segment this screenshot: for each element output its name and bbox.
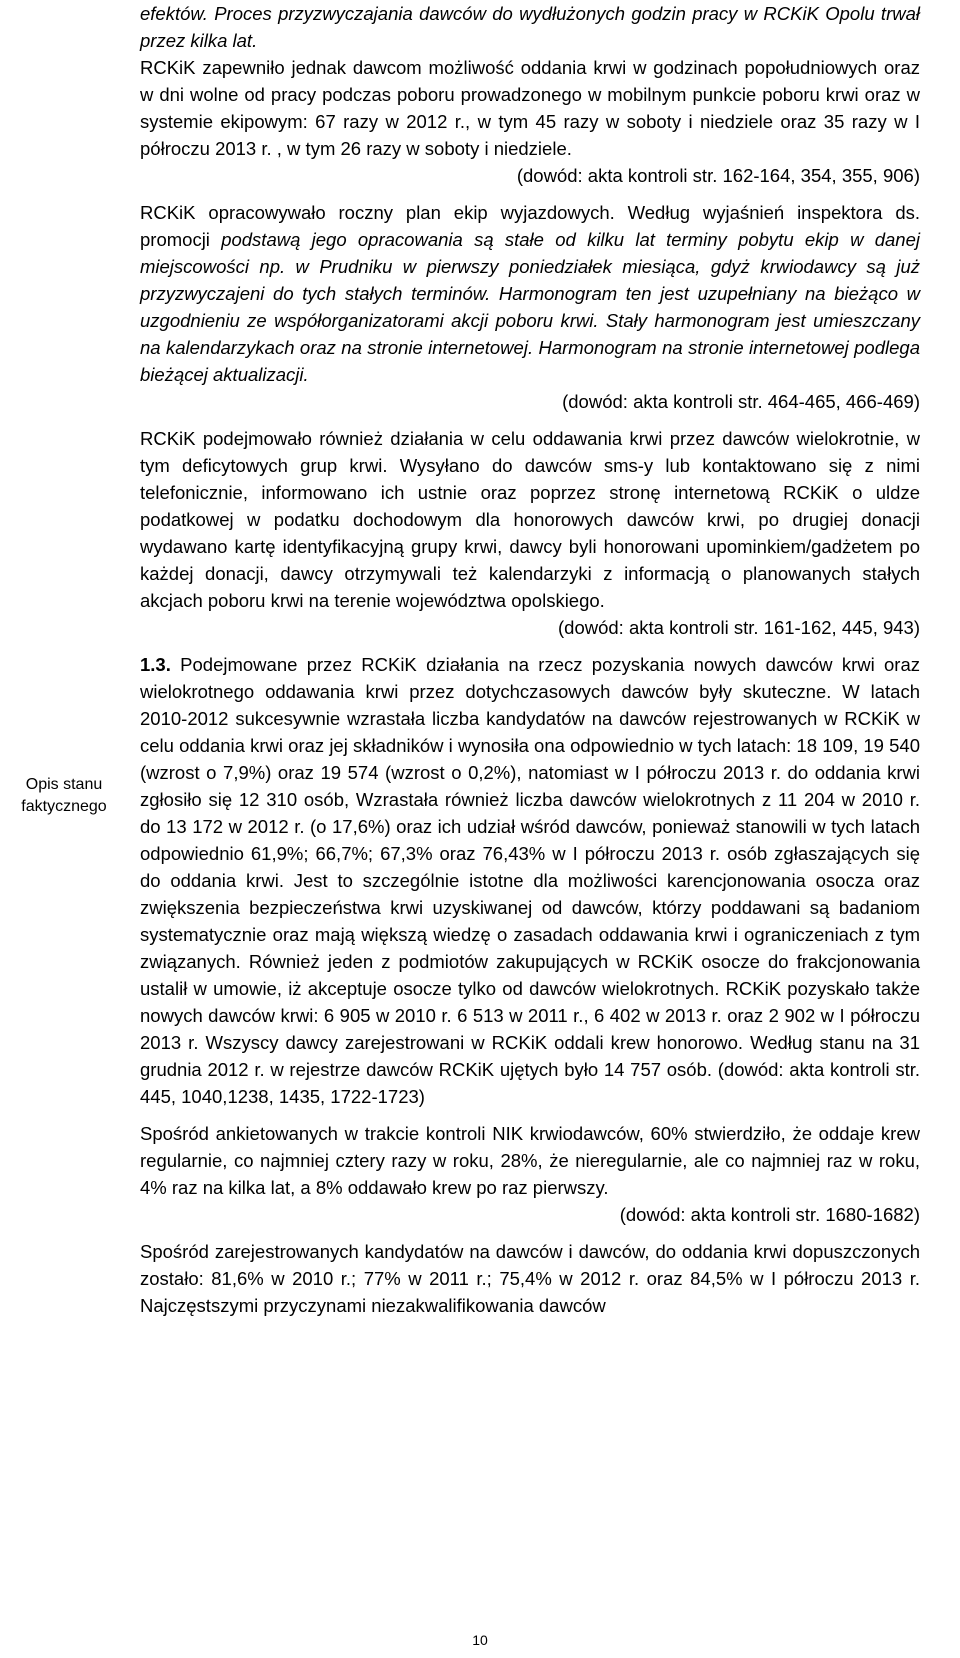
evidence-reference: (dowód: akta kontroli str. 464-465, 466-469): [562, 391, 920, 412]
paragraph-schedule-text: RCKiK opracowywało roczny plan ekip wyjazdowych. Według wyjaśnień inspektora ds. promocji: [140, 202, 920, 250]
paragraph-mobile-collection-text: RCKiK zapewniło jednak dawcom możliwość oddania krwi w godzinach popołudniowych oraz w dni wolne od pracy podczas poboru prowadzonego w mobilnym punkcie poboru krwi oraz w systemie ekipowym: 67 razy w 2012 r., w tym 45 razy w soboty i niedziele oraz 35 razy w I półroczu 2013 r. , w tym 26 razy w soboty i niedziele.: [140, 57, 920, 159]
paragraph-intro: [140, 0, 920, 54]
section-number: 1.3.: [140, 654, 171, 675]
evidence-reference: (dowód: akta kontroli str. 162-164, 354, 355, 906): [516, 165, 920, 186]
paragraph-survey: [140, 1120, 920, 1228]
paragraph-schedule: [140, 199, 920, 415]
paragraph-intro-text: efektów. Proces przyzwyczajania dawców do wydłużonych godzin pracy w RCKiK Opolu trwał przez kilka lat.: [140, 3, 920, 51]
main-content: [140, 0, 920, 1319]
paragraph-schedule-quote: podstawą jego opracowania są stałe od kilku lat terminy pobytu ekip w danej miejscowości np. w Prudniku w pierwszy poniedziałek miesiąca, gdyż krwiodawcy są już przyzwyczajeni do tych stałych terminów. Harmonogram ten jest uzupełniany na bieżąco w uzgodnieniu ze współorganizatorami akcji poboru krwi. Stały harmonogram jest umieszczany na kalendarzykach oraz na stronie internetowej. Harmonogram na stronie internetowej podlega bieżącej aktualizacji.: [140, 229, 920, 385]
page-number: 10: [472, 1632, 488, 1648]
evidence-reference: (dowód: akta kontroli str. 1680-1682): [619, 1204, 920, 1225]
paragraph-repeat-donors: [140, 425, 920, 641]
paragraph-survey-text: Spośród ankietowanych w trakcie kontroli NIK krwiodawców, 60% stwierdziło, że oddaje krew regularnie, co najmniej cztery razy w roku, 28%, że nieregularnie, ale co najmniej raz w roku, 4% raz na kilka lat, a 8% oddawało krew po raz pierwszy.: [140, 1123, 920, 1198]
evidence-reference: (dowód: akta kontroli str. 161-162, 445, 943): [558, 617, 920, 638]
evidence-reference-inline: (dowód: akta kontroli str. 445, 1040,1238, 1435, 1722-1723): [140, 1059, 921, 1107]
sidebar-label: Opis stanu faktycznego: [21, 776, 107, 815]
paragraph-mobile-collection: [140, 54, 920, 189]
paragraph-admission: [140, 1238, 920, 1319]
paragraph-admission-text: Spośród zarejestrowanych kandydatów na dawców i dawców, do oddania krwi dopuszczonych zostało: 81,6% w 2010 r.; 77% w 2011 r.; 75,4% w 2012 r. oraz 84,5% w I półroczu 2013 r. Najczęstszymi przyczynami niezakwalifikowania dawców: [140, 1241, 920, 1316]
paragraph-section-1-3-text: Podejmowane przez RCKiK działania na rzecz pozyskania nowych dawców krwi oraz wielokrotnego oddawania krwi przez dotychczasowych dawców były skuteczne. W latach 2010-2012 sukcesywnie wzrastała liczba kandydatów na dawców rejestrowanych w RCKiK w celu oddania krwi oraz jej składników i wynosiła ona odpowiednio w tych latach: 18 109, 19 540 (wzrost o 7,9%) oraz 19 574 (wzrost o 0,2%), natomiast w I półroczu 2013 r. do oddania krwi zgłosiło się 12 310 osób, Wzrastała również liczba dawców wielokrotnych z 11 204 w 2010 r. do 13 172 w 2012 r. (o 17,6%) oraz ich udział wśród dawców, ponieważ stanowili w tych latach odpowiednio 61,9%; 66,7%; 67,3% oraz 76,43% w I półroczu 2013 r. osób zgłaszających się do oddania krwi. Jest to szczególnie istotne dla możliwości karencjonowania osocza oraz zwiększenia bezpieczeństwa krwi uzyskiwanej od dawców, którzy poddawani są badaniom systematycznie oraz mają większą wiedzę o zasadach oddawania krwi i ograniczeniach z tym związanych. Również jeden z podmiotów zakupujących w RCKiK osocze do frakcjonowania ustalił w umowie, iż akceptuje osocze tylko od dawców wielokrotnych. RCKiK pozyskało także nowych dawców krwi: 6 905 w 2010 r. 6 513 w 2011 r., 6 402 w 2013 r. oraz 2 902 w I półroczu 2013 r. Wszyscy dawcy zarejestrowani w RCKiK oddali krew honorowo. Według stanu na 31 grudnia 2012 r. w rejestrze dawców RCKiK ujętych było 14 757 osób.: [140, 654, 920, 1080]
paragraph-section-1-3: [140, 651, 920, 1110]
paragraph-repeat-donors-text: RCKiK podejmowało również działania w celu oddawania krwi przez dawców wielokrotnie, w tym deficytowych grup krwi. Wysyłano do dawców sms-y lub kontaktowano się z nimi telefonicznie, informowano ich ustnie oraz poprzez stronę internetową RCKiK o uldze podatkowej w podatku dochodowym dla honorowych dawców krwi, po drugiej donacji wydawano kartę identyfikacyjną grupy krwi, dawcy byli honorowani upominkiem/gadżetem po każdej donacji, dawcy otrzymywali też kalendarzyki z informacją o planowanych stałych akcjach poboru krwi na terenie województwa opolskiego.: [140, 428, 920, 611]
